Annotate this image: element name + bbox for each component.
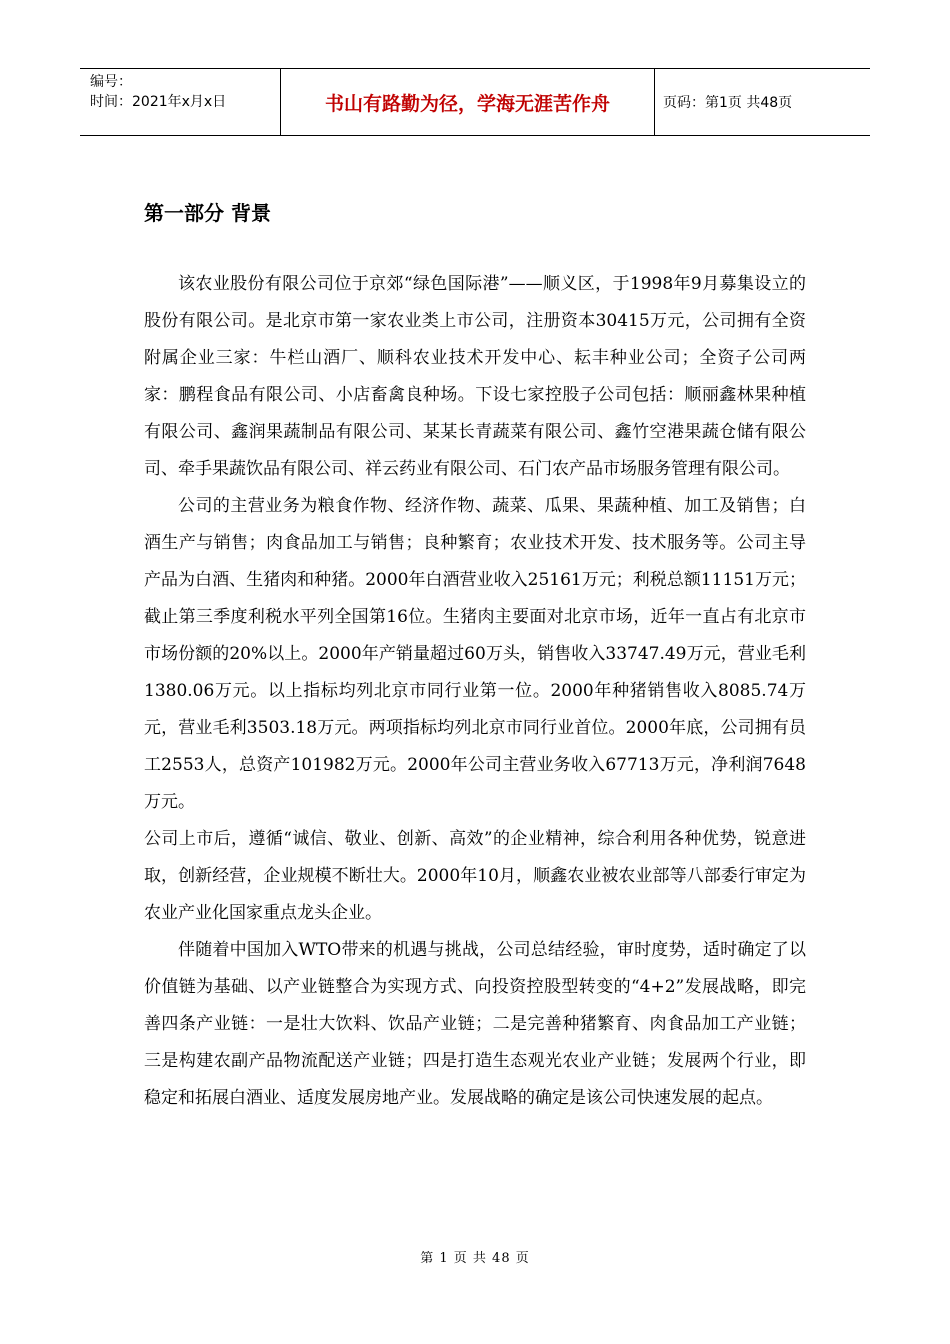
page-footer: 第 1 页 共 48 页	[420, 1251, 530, 1266]
section-title: 第一部分 背景	[144, 201, 271, 225]
paragraph: 公司的主营业务为粮食作物、经济作物、蔬菜、瓜果、果蔬种植、加工及销售；白酒生产与销售；肉食品加工与销售；良种繁育；农业技术开发、技术服务等。公司主导产品为白酒、生猪肉和种猪。2000年白酒营业收入25161万元；利税总额11151万元；截止第三季度利税水平列全国第16位。生猪肉主要面对北京市场，近年一直占有北京市市场份额的20%以上。2000年产销量超过60万头，销售收入33747.49万元，营业毛利1380.06万元。以上指标均列北京市同行业第一位。2000年种猪销售收入8085.74万元，营业毛利3503.18万元。两项指标均列北京市同行业首位。2000年底，公司拥有员工2553人，总资产101982万元。2000年公司主营业务收入67713万元，净利润7648万元。	[144, 496, 806, 812]
paragraph: 该农业股份有限公司位于京郊“绿色国际港”——顺义区，于1998年9月募集设立的股份有限公司。是北京市第一家农业类上市公司，注册资本30415万元，公司拥有全资附属企业三家：牛栏山酒厂、顺科农业技术开发中心、耘丰种业公司；全资子公司两家：鹏程食品有限公司、小店畜禽良种场。下设七家控股子公司包括：顺丽鑫林果种植有限公司、鑫润果蔬制品有限公司、某某长青蔬菜有限公司、鑫竹空港果蔬仓储有限公司、牵手果蔬饮品有限公司、祥云药业有限公司、石门农产品市场服务管理有限公司。	[144, 274, 806, 479]
header-meta	[80, 69, 281, 135]
header-motto: 书山有路勤为径，学海无涯苦作舟	[281, 69, 655, 135]
document-header	[80, 68, 870, 136]
paragraph: 公司上市后，遵循“诚信、敬业、创新、高效”的企业精神，综合利用各种优势，锐意进取，创新经营，企业规模不断壮大。2000年10月，顺鑫农业被农业部等八部委行审定为农业产业化国家重点龙头企业。	[144, 829, 806, 923]
header-page-info: 页码：第1页 共48页	[663, 95, 793, 111]
paragraph: 伴随着中国加入WTO带来的机遇与挑战，公司总结经验，审时度势，适时确定了以价值链为基础、以产业链整合为实现方式、向投资控股型转变的“4+2”发展战略，即完善四条产业链：一是壮大饮料、饮品产业链；二是完善种猪繁育、肉食品加工产业链；三是构建农副产品物流配送产业链；四是打造生态观光农业产业链；发展两个行业，即稳定和拓展白酒业、适度发展房地产业。发展战略的确定是该公司快速发展的起点。	[144, 940, 806, 1108]
date-label: 时间：2021年x月x日	[90, 94, 227, 110]
number-label: 编号：	[90, 74, 132, 90]
body-text	[144, 266, 806, 1117]
